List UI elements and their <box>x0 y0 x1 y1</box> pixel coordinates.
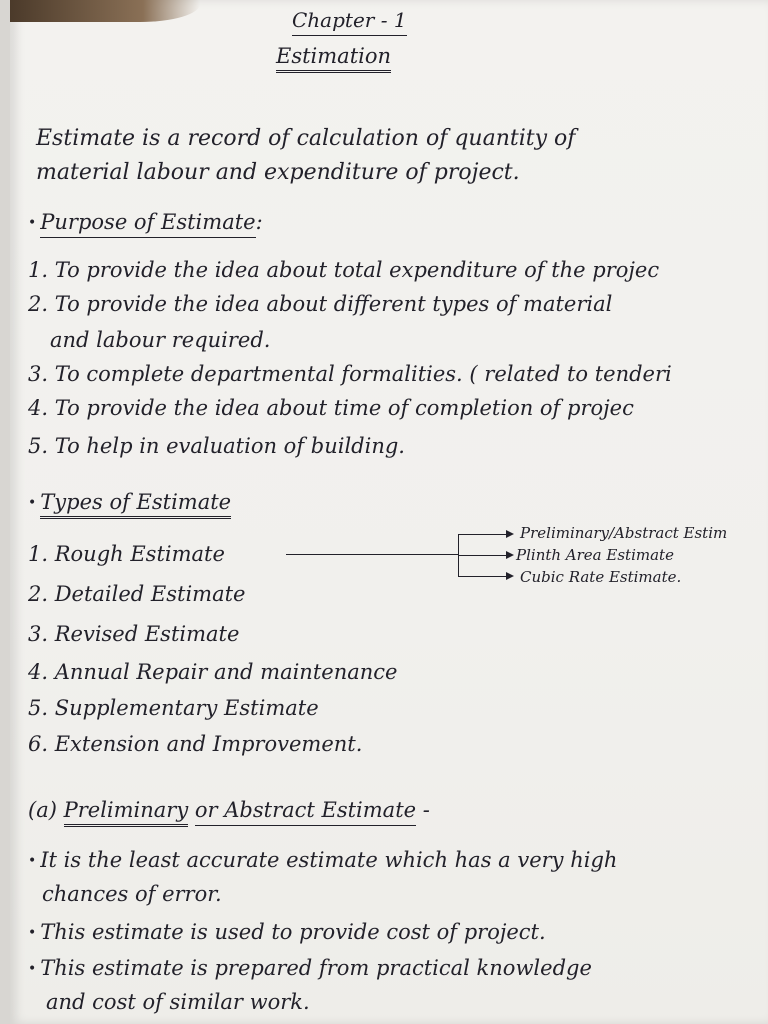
rough-subtype-1: Preliminary/Abstract Estim <box>520 524 728 542</box>
subtype-arrow-line-3 <box>458 576 508 577</box>
section-a-bullet-2-text: This estimate is used to provide cost of project. <box>40 920 546 944</box>
types-item-5: 5. Supplementary Estimate <box>28 696 319 720</box>
section-a-dash: - <box>422 798 430 822</box>
page-corner-shadow <box>10 0 200 22</box>
section-a-bullet-1-continued: chances of error. <box>42 882 222 906</box>
section-a-bullet-3-text: This estimate is prepared from practical knowledge <box>40 956 592 980</box>
purpose-colon: : <box>255 210 263 234</box>
definition-line-2: material labour and expenditure of project. <box>36 160 520 185</box>
definition-line-1: Estimate is a record of calculation of quantity of <box>36 126 576 151</box>
section-a-heading-part2: or Abstract Estimate <box>195 798 416 826</box>
notebook-page <box>10 0 768 1024</box>
rough-subtype-3: Cubic Rate Estimate. <box>520 568 682 586</box>
subtype-arrow-line-1 <box>458 534 508 535</box>
types-heading: Types of Estimate <box>40 490 231 519</box>
section-a-heading-row <box>28 800 430 821</box>
page-title: Estimation <box>276 44 391 73</box>
types-item-6: 6. Extension and Improvement. <box>28 732 363 756</box>
rough-subtype-2: Plinth Area Estimate <box>516 546 674 564</box>
rough-estimate-connector-line <box>286 554 458 555</box>
types-item-4: 4. Annual Repair and maintenance <box>28 660 398 684</box>
types-heading-row <box>28 492 231 513</box>
arrow-right-icon <box>506 530 514 538</box>
subtype-arrow-line-2 <box>458 555 508 556</box>
purpose-item-5: 5. To help in evaluation of building. <box>28 434 405 458</box>
purpose-heading: Purpose of Estimate <box>40 210 255 238</box>
bullet-icon: • <box>28 925 37 941</box>
arrow-right-icon <box>506 572 514 580</box>
section-a-bullet-2 <box>28 922 546 943</box>
types-item-2: 2. Detailed Estimate <box>28 582 246 606</box>
purpose-item-1: 1. To provide the idea about total expenditure of the projec <box>28 258 660 282</box>
purpose-item-3: 3. To complete departmental formalities. ( related to tenderi <box>28 362 672 386</box>
section-a-label: (a) <box>28 798 57 822</box>
section-a-bullet-1 <box>28 850 617 871</box>
bullet-icon: • <box>28 853 37 869</box>
section-a-bullet-3 <box>28 958 592 979</box>
arrow-right-icon <box>506 551 514 559</box>
chapter-label: Chapter - 1 <box>292 8 407 36</box>
types-item-1: 1. Rough Estimate <box>28 542 225 566</box>
section-a-bullet-1-text: It is the least accurate estimate which has a very high <box>40 848 618 872</box>
section-a-bullet-3-continued: and cost of similar work. <box>46 990 310 1014</box>
types-item-3: 3. Revised Estimate <box>28 622 240 646</box>
purpose-heading-row <box>28 212 263 233</box>
purpose-item-2: 2. To provide the idea about different types of material <box>28 292 613 316</box>
bullet-icon: • <box>28 495 37 511</box>
bullet-icon: • <box>28 961 37 977</box>
section-a-heading-part1: Preliminary <box>64 798 189 827</box>
purpose-item-2-continued: and labour required. <box>50 328 271 352</box>
purpose-item-4: 4. To provide the idea about time of completion of projec <box>28 396 634 420</box>
bullet-icon: • <box>28 215 37 231</box>
